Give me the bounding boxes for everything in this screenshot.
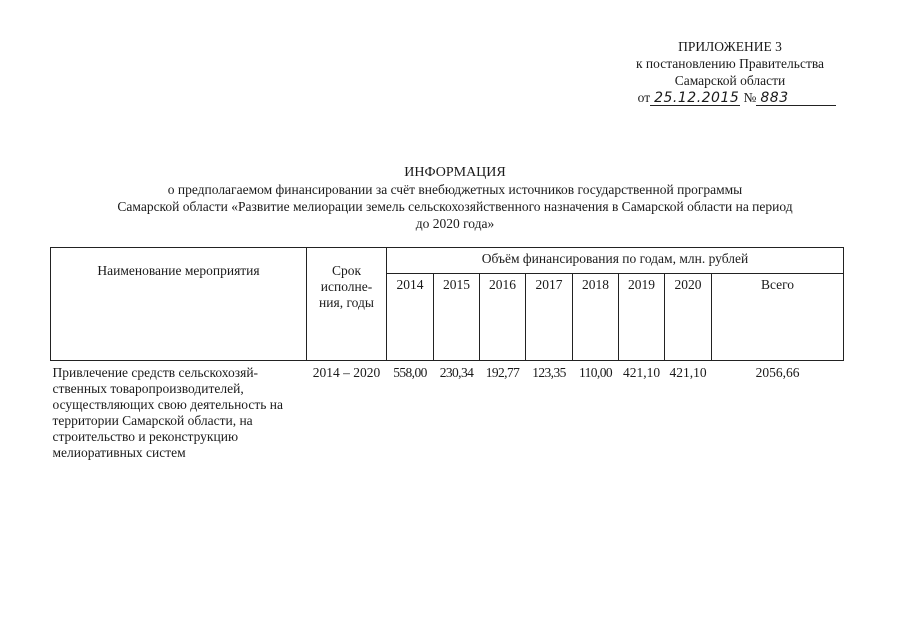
date-prefix: от bbox=[637, 90, 651, 105]
table-header-row-1 bbox=[51, 248, 844, 274]
row-period: 2014 – 2020 bbox=[312, 365, 381, 380]
appendix-date-line bbox=[600, 89, 860, 106]
row-value-2017: 123,35 bbox=[532, 365, 566, 380]
handwritten-number: 883 bbox=[756, 91, 836, 106]
number-prefix: № bbox=[743, 90, 757, 105]
row-total: 2056,66 bbox=[755, 365, 800, 380]
header-year: 2018 bbox=[573, 274, 619, 361]
document-heading bbox=[40, 164, 870, 232]
header-funding-group: Объём финансирования по годам, млн. рублей bbox=[387, 248, 844, 274]
funding-table bbox=[50, 247, 844, 465]
row-value-2018: 110,00 bbox=[578, 365, 613, 380]
header-name: Наименование мероприятия bbox=[51, 248, 307, 361]
row-value-2019: 421,10 bbox=[622, 365, 661, 380]
appendix-line-2: Самарской области bbox=[674, 73, 786, 88]
header-total: Всего bbox=[712, 274, 844, 361]
header-year: 2016 bbox=[480, 274, 526, 361]
document-subtitle-3: до 2020 года» bbox=[415, 216, 495, 231]
header-period: Срок исполне- ния, годы bbox=[307, 248, 387, 361]
appendix-line-1: к постановлению Правительства bbox=[635, 56, 825, 71]
row-value-2014: 558,00 bbox=[393, 365, 427, 380]
header-year: 2014 bbox=[387, 274, 434, 361]
table-row bbox=[51, 361, 844, 466]
appendix-title: ПРИЛОЖЕНИЕ 3 bbox=[678, 39, 782, 54]
row-name: Привлечение средств сельскохозяй- ственных товаропроизводителей, осуществляющих свою деятельность на территории Самарской области, на строительство и реконструкцию мелиоративных систем bbox=[52, 365, 284, 460]
header-year: 2020 bbox=[665, 274, 712, 361]
appendix-block bbox=[600, 38, 860, 106]
document-subtitle-1: о предполагаемом финансировании за счёт внебюджетных источников государственной программы bbox=[167, 182, 743, 197]
header-year: 2019 bbox=[619, 274, 665, 361]
header-year: 2017 bbox=[526, 274, 573, 361]
row-value-2016: 192,77 bbox=[485, 365, 520, 380]
row-value-2015: 230,34 bbox=[439, 365, 474, 380]
handwritten-date: 25.12.2015 bbox=[650, 91, 740, 106]
document-title: ИНФОРМАЦИЯ bbox=[404, 165, 506, 180]
document-subtitle-2: Самарской области «Развитие мелиорации земель сельскохозяйственного назначения в Самарской области на период bbox=[117, 199, 793, 214]
row-value-2020: 421,10 bbox=[669, 365, 707, 380]
header-year: 2015 bbox=[434, 274, 480, 361]
